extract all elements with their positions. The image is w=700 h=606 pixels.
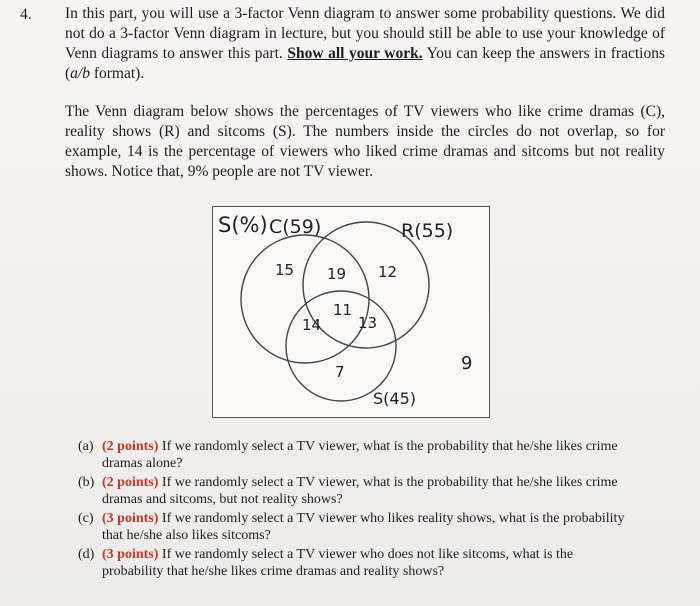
question-list (78, 438, 638, 582)
question-a (78, 438, 638, 472)
question-letter: (a) (78, 439, 94, 454)
question-text: If we randomly select a TV viewer, what is the probability that he/she likes crime dramas and sitcoms, but not reality shows? (102, 475, 618, 507)
intro-text: In this part, you will use a 3-factor Venn diagram to answer some probability questions. We did not do a 3-factor Venn diagram in lecture, but you should still be able to use your knowledge of Venn diagrams to answer this part. (65, 5, 665, 62)
region-s-only: 7 (335, 363, 345, 381)
question-letter: (c) (78, 511, 94, 526)
region-c-r: 19 (327, 265, 347, 283)
show-work-emphasis: Show all your work. (287, 45, 423, 62)
universe-label: S(%) (218, 213, 268, 237)
region-c-only: 15 (275, 261, 295, 279)
question-c (78, 510, 638, 544)
question-points: (2 points) (102, 475, 159, 490)
circle-r-label: R(55) (401, 220, 454, 242)
fraction-format: a/b (70, 65, 90, 82)
venn-description: The Venn diagram below shows the percentages of TV viewers who like crime dramas (C), reality shows (R) and sitcoms (S). The numbers inside the circles do not overlap, so for example, 14 is the percentage of viewers who liked crime dramas and sitcoms but not reality shows. Notice that, 9% people are not TV viewer. (65, 103, 665, 180)
question-points: (3 points) (102, 511, 159, 526)
intro-text-3: format). (89, 65, 145, 82)
intro-text-2: You can keep the answers in fractions ( (65, 45, 665, 82)
question-letter: (b) (78, 475, 95, 490)
region-all: 11 (333, 301, 353, 319)
problem-number: 4. (20, 6, 32, 23)
question-b (78, 474, 638, 508)
region-none: 9 (461, 353, 473, 374)
venn-diagram (212, 206, 490, 418)
question-text: If we randomly select a TV viewer, what is the probability that he/she likes crime dramas alone? (102, 439, 618, 471)
region-r-only: 12 (378, 263, 398, 281)
question-points: (3 points) (102, 547, 159, 562)
problem-intro (65, 4, 665, 84)
question-text: If we randomly select a TV viewer who does not like sitcoms, what is the probability that he/she likes crime dramas and reality shows? (102, 547, 574, 579)
circle-c-label: C(59) (269, 216, 322, 238)
question-d (78, 546, 638, 580)
venn-svg (213, 207, 491, 419)
question-points: (2 points) (102, 439, 159, 454)
circle-s-label: S(45) (373, 389, 416, 408)
region-c-s: 14 (302, 316, 322, 334)
region-r-s: 13 (358, 314, 378, 332)
question-text: If we randomly select a TV viewer who likes reality shows, what is the probability that he/she also likes sitcoms? (102, 511, 625, 543)
question-letter: (d) (78, 547, 95, 562)
